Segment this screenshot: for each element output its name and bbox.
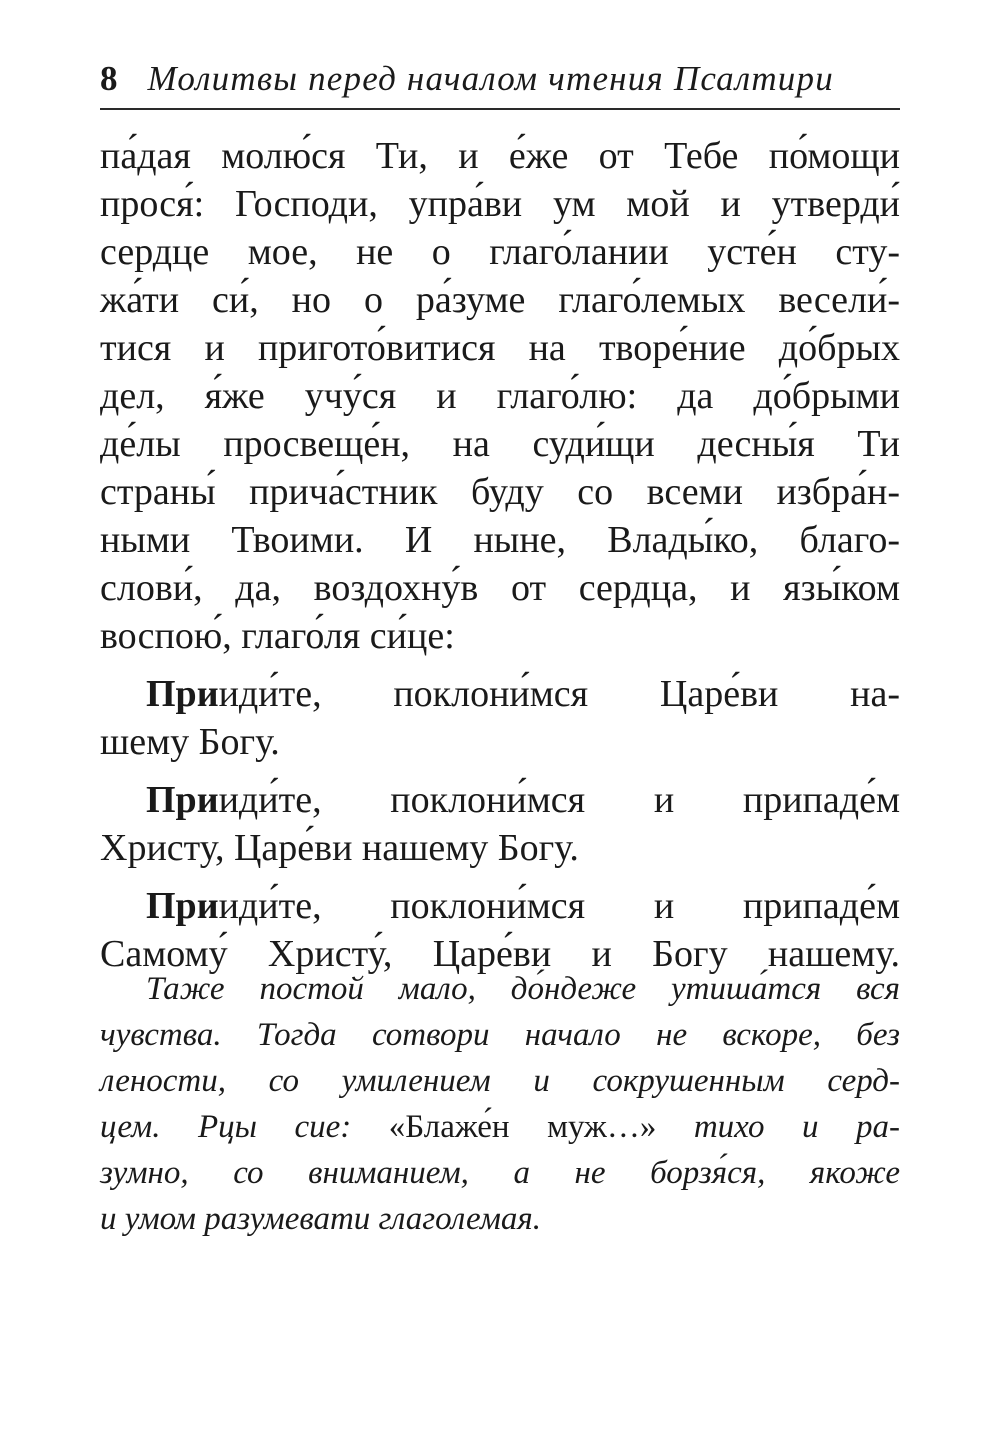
- prayer-line: ными Твоими. И ныне, Влады́ко, благо-: [100, 519, 900, 561]
- rubric-line: [100, 1104, 900, 1150]
- invocation-line: [100, 776, 900, 824]
- invocation-text: иди́те, поклони́мся и припаде́м: [218, 885, 900, 927]
- prayer-line: тися и пригото́витися на творе́ние до́брых: [100, 327, 900, 369]
- prayer-paragraph: [100, 132, 900, 660]
- prayer-line: слови́, да, воздохну́в от сердца, и язы́ком: [100, 567, 900, 609]
- rubric-line: лености, со умилением и сокрушенным серд-: [100, 1063, 900, 1099]
- invocation-text: иди́те, поклони́мся и припаде́м: [218, 779, 900, 821]
- rubric-line: зумно, со вниманием, а не борзя́ся, якоже: [100, 1155, 900, 1191]
- invocation-initial: При: [146, 885, 219, 927]
- invocation-line: [100, 882, 900, 930]
- invocation-initial: При: [146, 779, 219, 821]
- invocation-paragraph: [100, 776, 900, 872]
- prayer-line: сердце мое, не о глаго́лании усте́н сту-: [100, 231, 900, 273]
- running-title: Молитвы перед началом чтения Псалтири: [147, 59, 834, 98]
- prayer-line: дел, я́же учу́ся и глаго́лю: да до́брыми: [100, 375, 900, 417]
- page-number: 8: [100, 59, 118, 98]
- invocation-paragraph: [100, 670, 900, 766]
- rubric-quote: «Блаже́н муж…»: [388, 1109, 657, 1145]
- prayer-line: прося́: Господи, упра́ви ум мой и утверди́: [100, 183, 900, 225]
- prayer-line: де́лы просвеще́н, на суди́щи десны́я Ти: [100, 423, 900, 465]
- rubric-text: тихо и ра-: [656, 1109, 900, 1145]
- prayer-line: жа́ти си́, но о ра́зуме глаго́лемых весели́-: [100, 279, 900, 321]
- main-text: [100, 132, 900, 978]
- invocation-line: [100, 670, 900, 718]
- invocation-text: иди́те, поклони́мся Царе́ви на-: [218, 673, 900, 715]
- rubric-line: Таже постой мало, до́ндеже утиша́тся вся: [146, 971, 900, 1007]
- prayer-line: воспою́, глаго́ля си́це:: [100, 615, 455, 657]
- invocation-line: шему Богу.: [100, 721, 280, 763]
- invocation-paragraph: [100, 882, 900, 978]
- prayer-line: страны́ прича́стник буду со всеми избра́н-: [100, 471, 900, 513]
- rubric-paragraph: [100, 966, 900, 1242]
- header-rule: [100, 108, 900, 110]
- rubric-text: цем. Рцы сие:: [100, 1109, 389, 1145]
- invocation-initial: При: [146, 673, 219, 715]
- page-header: [100, 56, 900, 102]
- prayer-line: па́дая молю́ся Ти, и е́же от Тебе по́мощи: [100, 135, 900, 177]
- rubric-line: и умом разумевати глаголемая.: [100, 1201, 542, 1237]
- invocation-line: Самому́ Христу́, Царе́ви и Богу нашему.: [100, 933, 900, 975]
- invocation-line: Христу, Царе́ви нашему Богу.: [100, 827, 579, 869]
- rubric-line: чувства. Тогда сотвори начало не вскоре, без: [100, 1017, 900, 1053]
